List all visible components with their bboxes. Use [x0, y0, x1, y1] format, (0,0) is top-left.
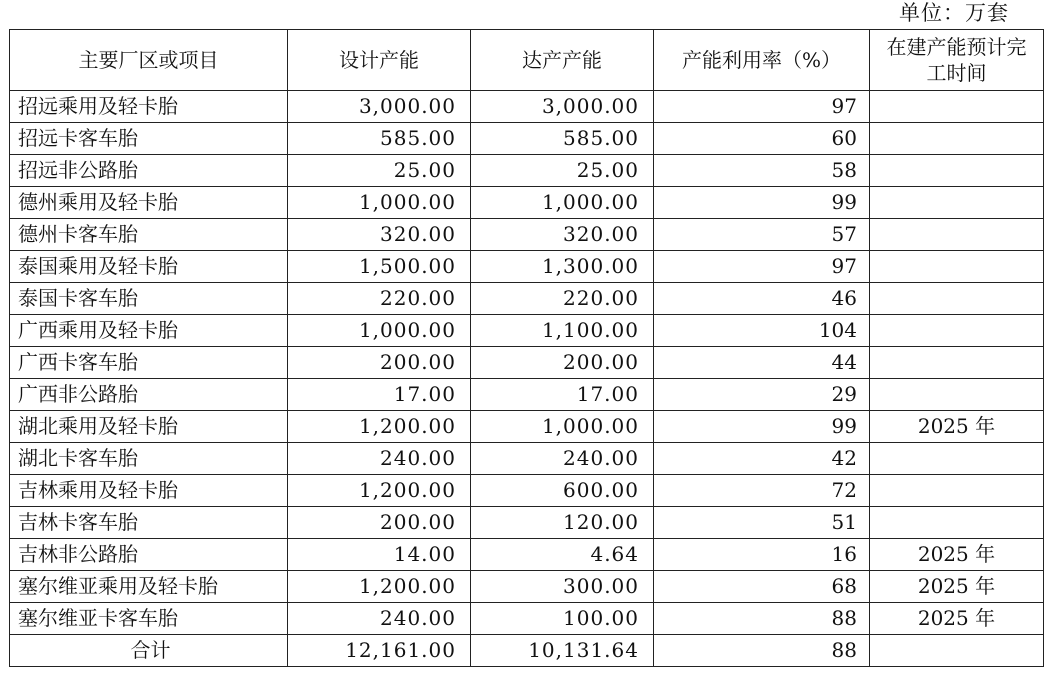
- table-row: [10, 155, 1044, 187]
- table-row: [10, 283, 1044, 315]
- cell-actual-capacity: 3,000.00: [471, 91, 654, 123]
- table-row: [10, 315, 1044, 347]
- table-row: [10, 507, 1044, 539]
- cell-utilization-rate: 72: [654, 475, 870, 507]
- cell-actual-capacity: 1,000.00: [471, 411, 654, 443]
- cell-design-capacity: 1,200.00: [288, 475, 471, 507]
- cell-design-capacity: 1,000.00: [288, 187, 471, 219]
- cell-actual-capacity: 17.00: [471, 379, 654, 411]
- cell-design-capacity: 585.00: [288, 123, 471, 155]
- cell-utilization-rate: 58: [654, 155, 870, 187]
- total-cell-design-capacity: 12,161.00: [288, 635, 471, 667]
- cell-completion-time: [870, 347, 1044, 379]
- cell-project: 招远乘用及轻卡胎: [10, 91, 288, 123]
- cell-utilization-rate: 97: [654, 91, 870, 123]
- cell-design-capacity: 3,000.00: [288, 91, 471, 123]
- table-row: [10, 347, 1044, 379]
- cell-project: 湖北卡客车胎: [10, 443, 288, 475]
- capacity-table: [9, 29, 1044, 667]
- cell-design-capacity: 1,500.00: [288, 251, 471, 283]
- cell-actual-capacity: 320.00: [471, 219, 654, 251]
- cell-design-capacity: 1,000.00: [288, 315, 471, 347]
- cell-design-capacity: 240.00: [288, 603, 471, 635]
- cell-utilization-rate: 97: [654, 251, 870, 283]
- cell-project: 塞尔维亚卡客车胎: [10, 603, 288, 635]
- cell-design-capacity: 25.00: [288, 155, 471, 187]
- cell-project: 招远卡客车胎: [10, 123, 288, 155]
- cell-design-capacity: 200.00: [288, 507, 471, 539]
- cell-actual-capacity: 120.00: [471, 507, 654, 539]
- table-row: [10, 603, 1044, 635]
- table-row: [10, 379, 1044, 411]
- cell-project: 广西非公路胎: [10, 379, 288, 411]
- cell-design-capacity: 1,200.00: [288, 571, 471, 603]
- table-row: [10, 251, 1044, 283]
- cell-design-capacity: 320.00: [288, 219, 471, 251]
- table-row: [10, 187, 1044, 219]
- cell-completion-time: [870, 251, 1044, 283]
- cell-actual-capacity: 100.00: [471, 603, 654, 635]
- cell-actual-capacity: 220.00: [471, 283, 654, 315]
- cell-utilization-rate: 57: [654, 219, 870, 251]
- cell-actual-capacity: 200.00: [471, 347, 654, 379]
- cell-project: 泰国卡客车胎: [10, 283, 288, 315]
- cell-completion-time: [870, 443, 1044, 475]
- total-cell-actual-capacity: 10,131.64: [471, 635, 654, 667]
- cell-project: 吉林乘用及轻卡胎: [10, 475, 288, 507]
- header-completion-time: 在建产能预计完工时间: [870, 30, 1044, 91]
- cell-project: 塞尔维亚乘用及轻卡胎: [10, 571, 288, 603]
- header-project: 主要厂区或项目: [10, 30, 288, 91]
- cell-project: 德州卡客车胎: [10, 219, 288, 251]
- table-row: [10, 539, 1044, 571]
- cell-project: 招远非公路胎: [10, 155, 288, 187]
- header-actual-capacity: 达产产能: [471, 30, 654, 91]
- unit-label: 单位：万套: [899, 1, 1009, 25]
- cell-project: 广西卡客车胎: [10, 347, 288, 379]
- cell-completion-time: [870, 475, 1044, 507]
- cell-completion-time: [870, 507, 1044, 539]
- cell-completion-time: 2025 年: [870, 411, 1044, 443]
- cell-design-capacity: 200.00: [288, 347, 471, 379]
- cell-completion-time: [870, 219, 1044, 251]
- cell-completion-time: [870, 123, 1044, 155]
- cell-design-capacity: 1,200.00: [288, 411, 471, 443]
- cell-utilization-rate: 44: [654, 347, 870, 379]
- cell-completion-time: 2025 年: [870, 571, 1044, 603]
- cell-actual-capacity: 1,000.00: [471, 187, 654, 219]
- cell-completion-time: [870, 187, 1044, 219]
- total-cell-utilization-rate: 88: [654, 635, 870, 667]
- cell-actual-capacity: 25.00: [471, 155, 654, 187]
- cell-actual-capacity: 4.64: [471, 539, 654, 571]
- header-utilization-rate: 产能利用率（%）: [654, 30, 870, 91]
- cell-utilization-rate: 29: [654, 379, 870, 411]
- cell-project: 湖北乘用及轻卡胎: [10, 411, 288, 443]
- cell-utilization-rate: 104: [654, 315, 870, 347]
- table-row: [10, 123, 1044, 155]
- cell-utilization-rate: 99: [654, 187, 870, 219]
- cell-design-capacity: 14.00: [288, 539, 471, 571]
- cell-project: 吉林卡客车胎: [10, 507, 288, 539]
- cell-utilization-rate: 60: [654, 123, 870, 155]
- cell-project: 泰国乘用及轻卡胎: [10, 251, 288, 283]
- header-row: [10, 30, 1044, 91]
- table-row: [10, 219, 1044, 251]
- cell-utilization-rate: 42: [654, 443, 870, 475]
- cell-utilization-rate: 51: [654, 507, 870, 539]
- cell-project: 广西乘用及轻卡胎: [10, 315, 288, 347]
- cell-project: 德州乘用及轻卡胎: [10, 187, 288, 219]
- cell-utilization-rate: 68: [654, 571, 870, 603]
- table-row: [10, 411, 1044, 443]
- cell-completion-time: 2025 年: [870, 539, 1044, 571]
- cell-utilization-rate: 16: [654, 539, 870, 571]
- cell-completion-time: [870, 283, 1044, 315]
- cell-utilization-rate: 46: [654, 283, 870, 315]
- cell-actual-capacity: 300.00: [471, 571, 654, 603]
- cell-project: 吉林非公路胎: [10, 539, 288, 571]
- cell-actual-capacity: 240.00: [471, 443, 654, 475]
- cell-design-capacity: 240.00: [288, 443, 471, 475]
- cell-actual-capacity: 600.00: [471, 475, 654, 507]
- cell-completion-time: 2025 年: [870, 603, 1044, 635]
- cell-completion-time: [870, 155, 1044, 187]
- cell-completion-time: [870, 91, 1044, 123]
- cell-completion-time: [870, 315, 1044, 347]
- cell-design-capacity: 17.00: [288, 379, 471, 411]
- table-row: [10, 475, 1044, 507]
- cell-completion-time: [870, 379, 1044, 411]
- cell-utilization-rate: 88: [654, 603, 870, 635]
- total-cell-project: 合计: [10, 635, 288, 667]
- total-cell-completion-time: [870, 635, 1044, 667]
- cell-actual-capacity: 1,300.00: [471, 251, 654, 283]
- cell-actual-capacity: 1,100.00: [471, 315, 654, 347]
- table-row: [10, 571, 1044, 603]
- header-design-capacity: 设计产能: [288, 30, 471, 91]
- cell-actual-capacity: 585.00: [471, 123, 654, 155]
- cell-utilization-rate: 99: [654, 411, 870, 443]
- table-row: [10, 91, 1044, 123]
- total-row: [10, 635, 1044, 667]
- cell-design-capacity: 220.00: [288, 283, 471, 315]
- table-row: [10, 443, 1044, 475]
